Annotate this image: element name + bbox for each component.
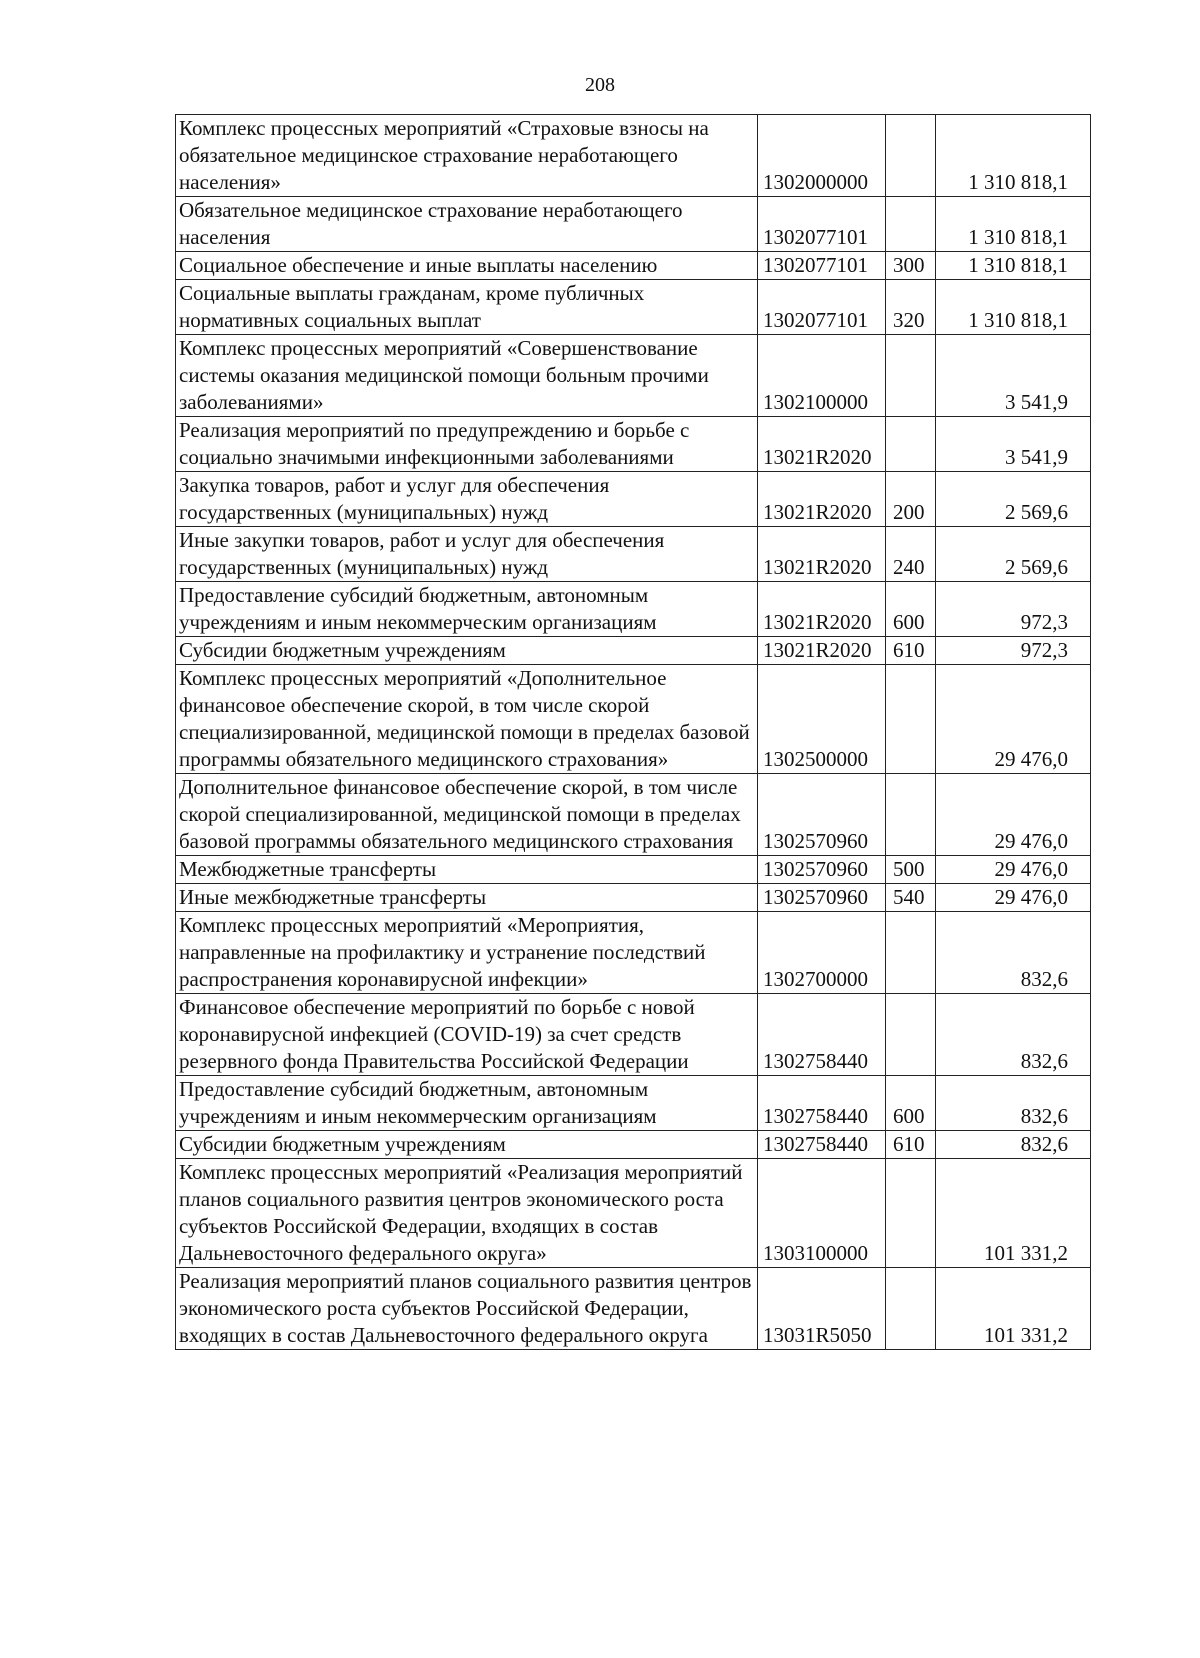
- table-row: [176, 994, 1091, 1076]
- row-amount-cell: 1 310 818,1: [936, 197, 1091, 252]
- row-expense-type-cell: 320: [886, 280, 936, 335]
- row-expense-type-cell: [886, 1268, 936, 1350]
- row-amount-cell: 101 331,2: [936, 1159, 1091, 1268]
- table-row: [176, 665, 1091, 774]
- table-row: [176, 774, 1091, 856]
- table-row: [176, 417, 1091, 472]
- row-name-cell: Межбюджетные трансферты: [176, 856, 758, 884]
- row-name-cell: Комплекс процессных мероприятий «Реализация мероприятий планов социального развития центров экономического роста субъектов Российской Федерации, входящих в состав Дальневосточного федерального округа»: [176, 1159, 758, 1268]
- row-expense-type-cell: [886, 197, 936, 252]
- row-expense-type-cell: [886, 774, 936, 856]
- row-amount-cell: 972,3: [936, 637, 1091, 665]
- row-code-cell: 1302700000: [758, 912, 886, 994]
- row-amount-cell: 29 476,0: [936, 884, 1091, 912]
- table-row: [176, 335, 1091, 417]
- table-row: [176, 280, 1091, 335]
- row-code-cell: 1303100000: [758, 1159, 886, 1268]
- budget-table-body: [176, 115, 1091, 1350]
- row-amount-cell: 972,3: [936, 582, 1091, 637]
- table-row: [176, 1268, 1091, 1350]
- row-expense-type-cell: 240: [886, 527, 936, 582]
- row-name-cell: Обязательное медицинское страхование неработающего населения: [176, 197, 758, 252]
- row-name-cell: Закупка товаров, работ и услуг для обеспечения государственных (муниципальных) нужд: [176, 472, 758, 527]
- row-expense-type-cell: 600: [886, 1076, 936, 1131]
- row-code-cell: 13021R2020: [758, 527, 886, 582]
- row-code-cell: 1302570960: [758, 884, 886, 912]
- row-amount-cell: 1 310 818,1: [936, 252, 1091, 280]
- page-number: 208: [585, 74, 615, 96]
- row-code-cell: 1302100000: [758, 335, 886, 417]
- row-amount-cell: 29 476,0: [936, 774, 1091, 856]
- table-row: [176, 527, 1091, 582]
- row-name-cell: Финансовое обеспечение мероприятий по борьбе с новой коронавирусной инфекцией (COVID-19) за счет средств резервного фонда Правительства Российской Федерации: [176, 994, 758, 1076]
- row-amount-cell: 101 331,2: [936, 1268, 1091, 1350]
- row-code-cell: 13031R5050: [758, 1268, 886, 1350]
- row-name-cell: Субсидии бюджетным учреждениям: [176, 637, 758, 665]
- row-name-cell: Социальные выплаты гражданам, кроме публичных нормативных социальных выплат: [176, 280, 758, 335]
- row-name-cell: Реализация мероприятий по предупреждению и борьбе с социально значимыми инфекционными заболеваниями: [176, 417, 758, 472]
- row-name-cell: Иные межбюджетные трансферты: [176, 884, 758, 912]
- row-amount-cell: 1 310 818,1: [936, 115, 1091, 197]
- table-row: [176, 1076, 1091, 1131]
- row-amount-cell: 3 541,9: [936, 417, 1091, 472]
- row-expense-type-cell: [886, 1159, 936, 1268]
- row-amount-cell: 29 476,0: [936, 856, 1091, 884]
- table-row: [176, 197, 1091, 252]
- row-expense-type-cell: [886, 994, 936, 1076]
- row-code-cell: 1302758440: [758, 994, 886, 1076]
- row-code-cell: 1302570960: [758, 856, 886, 884]
- row-name-cell: Комплекс процессных мероприятий «Страховые взносы на обязательное медицинское страхование неработающего населения»: [176, 115, 758, 197]
- row-code-cell: 1302000000: [758, 115, 886, 197]
- row-amount-cell: 832,6: [936, 994, 1091, 1076]
- row-name-cell: Комплекс процессных мероприятий «Мероприятия, направленные на профилактику и устранение последствий распространения коронавирусной инфекции»: [176, 912, 758, 994]
- row-expense-type-cell: 610: [886, 1131, 936, 1159]
- row-expense-type-cell: 200: [886, 472, 936, 527]
- table-row: [176, 252, 1091, 280]
- row-code-cell: 13021R2020: [758, 472, 886, 527]
- row-amount-cell: 3 541,9: [936, 335, 1091, 417]
- row-name-cell: Предоставление субсидий бюджетным, автономным учреждениям и иным некоммерческим организациям: [176, 1076, 758, 1131]
- row-expense-type-cell: [886, 335, 936, 417]
- row-name-cell: Предоставление субсидий бюджетным, автономным учреждениям и иным некоммерческим организациям: [176, 582, 758, 637]
- row-amount-cell: 29 476,0: [936, 665, 1091, 774]
- row-name-cell: Комплекс процессных мероприятий «Совершенствование системы оказания медицинской помощи больным прочими заболеваниями»: [176, 335, 758, 417]
- table-row: [176, 912, 1091, 994]
- row-amount-cell: 2 569,6: [936, 472, 1091, 527]
- row-name-cell: Социальное обеспечение и иные выплаты населению: [176, 252, 758, 280]
- table-row: [176, 637, 1091, 665]
- budget-table: [175, 114, 1091, 1350]
- table-row: [176, 472, 1091, 527]
- table-row: [176, 884, 1091, 912]
- row-code-cell: 1302758440: [758, 1131, 886, 1159]
- table-row: [176, 1131, 1091, 1159]
- row-amount-cell: 1 310 818,1: [936, 280, 1091, 335]
- row-code-cell: 13021R2020: [758, 637, 886, 665]
- row-expense-type-cell: 540: [886, 884, 936, 912]
- table-row: [176, 1159, 1091, 1268]
- row-code-cell: 1302570960: [758, 774, 886, 856]
- table-row: [176, 582, 1091, 637]
- row-name-cell: Иные закупки товаров, работ и услуг для обеспечения государственных (муниципальных) нужд: [176, 527, 758, 582]
- row-code-cell: 1302077101: [758, 280, 886, 335]
- row-code-cell: 1302077101: [758, 252, 886, 280]
- row-name-cell: Дополнительное финансовое обеспечение скорой, в том числе скорой специализированной, медицинской помощи в пределах базовой программы обязательного медицинского страхования: [176, 774, 758, 856]
- row-code-cell: 13021R2020: [758, 417, 886, 472]
- row-amount-cell: 832,6: [936, 1076, 1091, 1131]
- row-expense-type-cell: [886, 912, 936, 994]
- row-expense-type-cell: 300: [886, 252, 936, 280]
- row-code-cell: 13021R2020: [758, 582, 886, 637]
- row-expense-type-cell: 600: [886, 582, 936, 637]
- row-expense-type-cell: 610: [886, 637, 936, 665]
- row-name-cell: Комплекс процессных мероприятий «Дополнительное финансовое обеспечение скорой, в том числе скорой специализированной, медицинской помощи в пределах базовой программы обязательного медицинского страхования»: [176, 665, 758, 774]
- row-amount-cell: 832,6: [936, 1131, 1091, 1159]
- table-row: [176, 856, 1091, 884]
- row-amount-cell: 2 569,6: [936, 527, 1091, 582]
- row-expense-type-cell: [886, 665, 936, 774]
- row-code-cell: 1302500000: [758, 665, 886, 774]
- row-expense-type-cell: 500: [886, 856, 936, 884]
- row-code-cell: 1302758440: [758, 1076, 886, 1131]
- table-row: [176, 115, 1091, 197]
- row-name-cell: Реализация мероприятий планов социального развития центров экономического роста субъектов Российской Федерации, входящих в состав Дальневосточного федерального округа: [176, 1268, 758, 1350]
- row-code-cell: 1302077101: [758, 197, 886, 252]
- row-amount-cell: 832,6: [936, 912, 1091, 994]
- row-name-cell: Субсидии бюджетным учреждениям: [176, 1131, 758, 1159]
- row-expense-type-cell: [886, 115, 936, 197]
- row-expense-type-cell: [886, 417, 936, 472]
